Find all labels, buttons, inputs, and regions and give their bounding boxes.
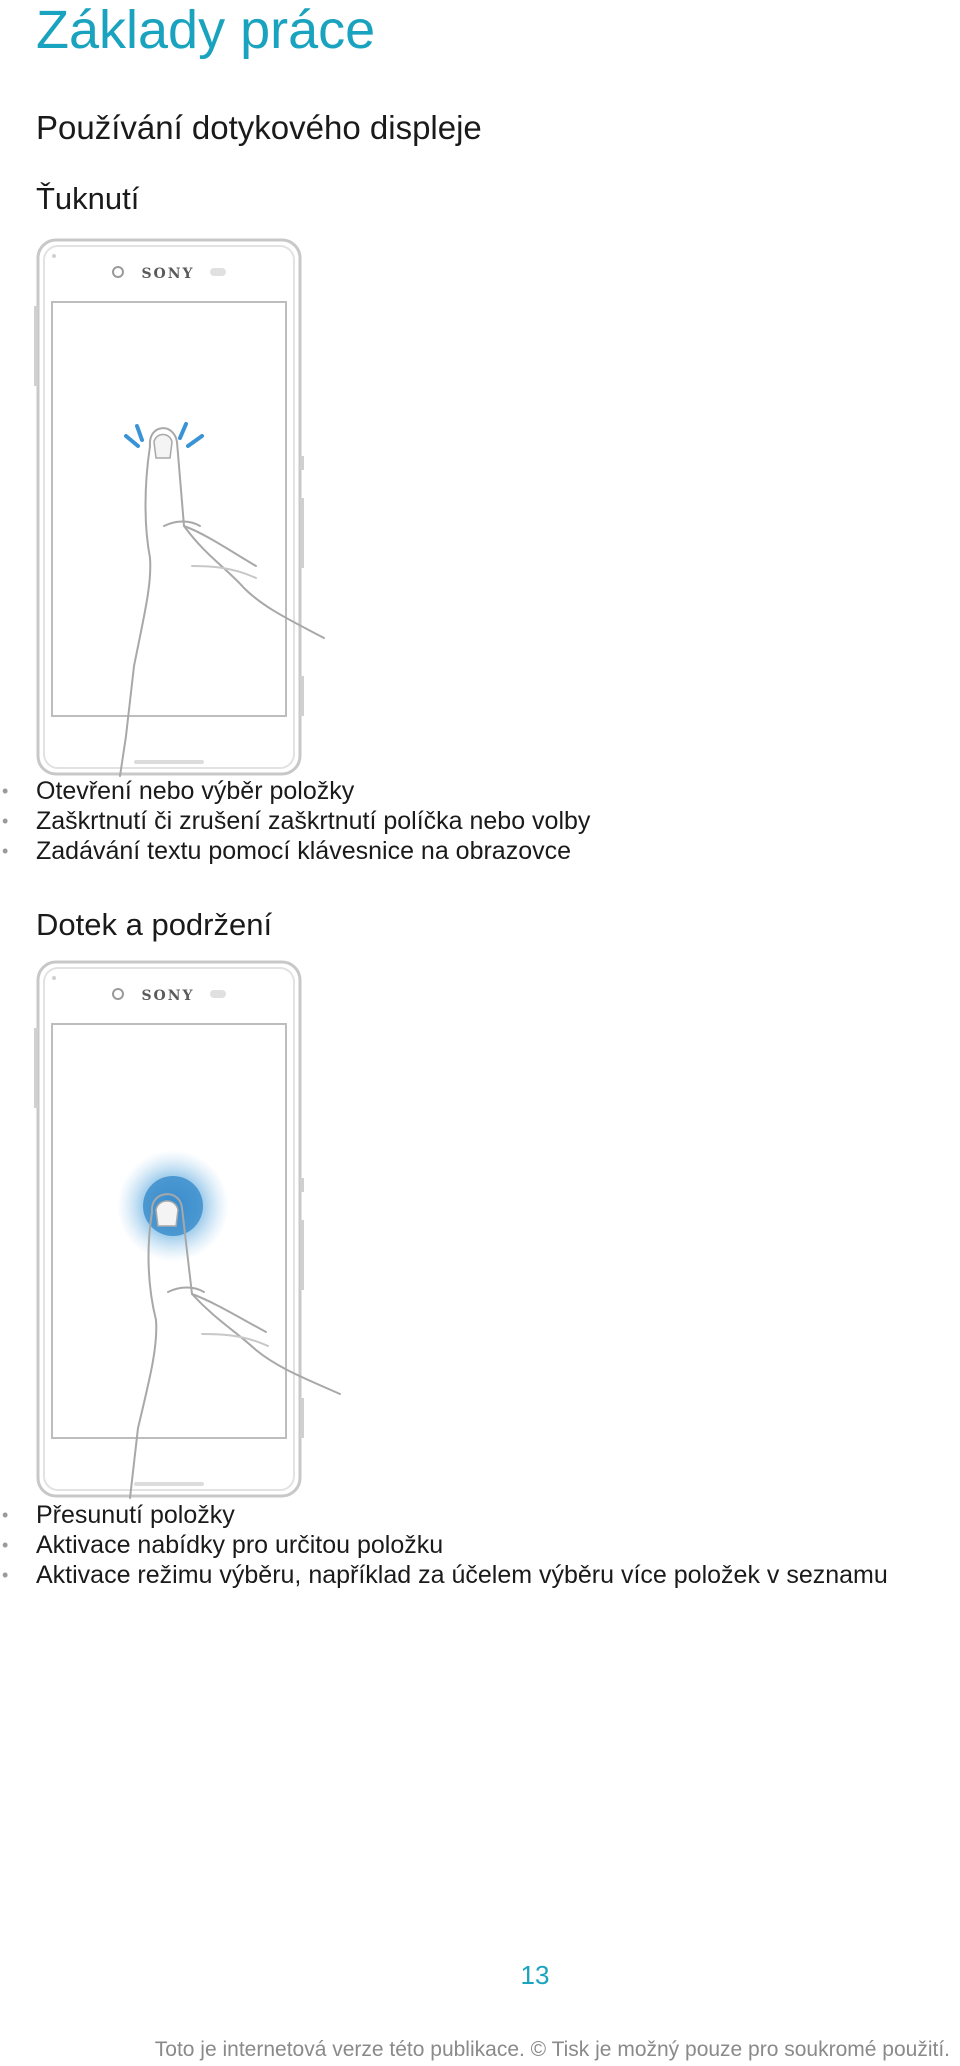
bullet-icon: • <box>2 811 9 831</box>
bullet-icon: • <box>2 1535 9 1555</box>
tap-uses-list <box>0 776 590 866</box>
bullet-icon: • <box>2 781 9 801</box>
page-number: 13 <box>520 1960 550 1990</box>
bullet-icon: • <box>2 1565 9 1585</box>
page-title: Základy práce <box>36 0 376 60</box>
page-footer: Toto je internetová verze této publikace. © Tisk je možný pouze pro soukromé použití. <box>154 2038 950 2061</box>
hold-illustration <box>34 958 394 1500</box>
section-title: Používání dotykového displeje <box>36 109 482 146</box>
list-item: • Zadávání textu pomocí klávesnice na obrazovce <box>2 837 572 865</box>
list-item: • Aktivace režimu výběru, například za účelem výběru více položek v seznamu <box>2 1561 888 1589</box>
list-item: • Přesunutí položky <box>2 1501 235 1529</box>
list-item: • Zaškrtnutí či zrušení zaškrtnutí políčka nebo volby <box>2 807 591 835</box>
brand-logo: SONY <box>141 266 195 282</box>
tap-illustration <box>34 236 394 778</box>
tap-heading: Ťuknutí <box>36 181 140 216</box>
list-item: • Otevření nebo výběr položky <box>2 777 355 805</box>
hold-uses-list <box>0 1500 888 1590</box>
bullet-icon: • <box>2 1505 9 1525</box>
bullet-icon: • <box>2 841 9 861</box>
brand-logo: SONY <box>141 988 195 1004</box>
hold-heading: Dotek a podržení <box>36 907 273 942</box>
list-item: • Aktivace nabídky pro určitou položku <box>2 1531 444 1559</box>
